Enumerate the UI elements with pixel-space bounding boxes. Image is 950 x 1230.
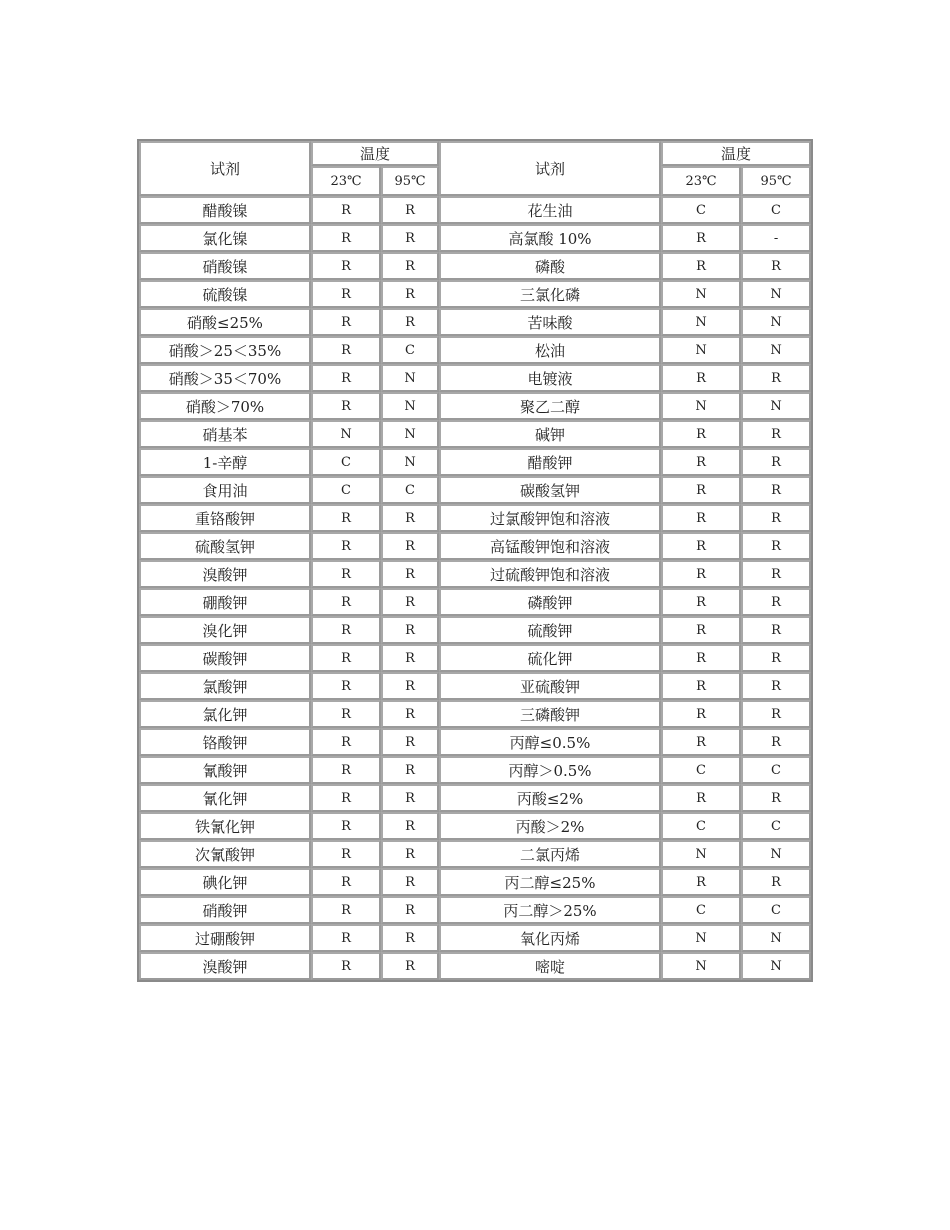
value-95c-right: R (741, 448, 811, 476)
value-95c-right: R (741, 588, 811, 616)
value-23c-right: N (661, 392, 741, 420)
value-95c-left: R (381, 224, 439, 252)
chemical-resistance-table (139, 141, 811, 980)
value-23c-left: R (311, 756, 381, 784)
reagent-name-left: 氰化钾 (139, 784, 311, 812)
value-95c-left: R (381, 504, 439, 532)
table-row (139, 756, 811, 784)
reagent-name-right: 丙酸≤2% (439, 784, 661, 812)
chemical-resistance-table-frame (137, 139, 813, 982)
reagent-name-left: 硝酸＞35＜70% (139, 364, 311, 392)
reagent-name-left: 次氰酸钾 (139, 840, 311, 868)
reagent-name-right: 磷酸钾 (439, 588, 661, 616)
value-95c-right: R (741, 644, 811, 672)
value-23c-right: R (661, 588, 741, 616)
header-23c-right: 23℃ (661, 166, 741, 196)
header-row-top (139, 141, 811, 166)
table-row (139, 364, 811, 392)
value-95c-left: R (381, 644, 439, 672)
value-23c-right: R (661, 672, 741, 700)
reagent-name-left: 硝酸＞70% (139, 392, 311, 420)
value-23c-left: R (311, 588, 381, 616)
value-23c-right: N (661, 924, 741, 952)
value-95c-left: R (381, 952, 439, 980)
value-23c-left: R (311, 280, 381, 308)
value-23c-left: R (311, 560, 381, 588)
value-23c-left: R (311, 700, 381, 728)
value-23c-left: R (311, 504, 381, 532)
value-23c-left: R (311, 644, 381, 672)
reagent-name-left: 溴化钾 (139, 616, 311, 644)
reagent-name-right: 苦味酸 (439, 308, 661, 336)
value-95c-left: N (381, 420, 439, 448)
reagent-name-right: 花生油 (439, 196, 661, 224)
reagent-name-left: 铁氰化钾 (139, 812, 311, 840)
reagent-name-right: 三磷酸钾 (439, 700, 661, 728)
value-95c-left: R (381, 252, 439, 280)
reagent-name-right: 高锰酸钾饱和溶液 (439, 532, 661, 560)
value-23c-right: C (661, 896, 741, 924)
value-95c-left: R (381, 196, 439, 224)
value-95c-left: R (381, 588, 439, 616)
value-95c-left: R (381, 812, 439, 840)
value-95c-left: R (381, 728, 439, 756)
header-reagent-right: 试剂 (439, 141, 661, 196)
reagent-name-right: 聚乙二醇 (439, 392, 661, 420)
table-row (139, 924, 811, 952)
value-23c-right: R (661, 364, 741, 392)
value-95c-right: C (741, 196, 811, 224)
reagent-name-right: 丙二醇≤25% (439, 868, 661, 896)
value-95c-right: N (741, 924, 811, 952)
reagent-name-left: 食用油 (139, 476, 311, 504)
reagent-name-right: 过硫酸钾饱和溶液 (439, 560, 661, 588)
value-23c-right: R (661, 504, 741, 532)
reagent-name-right: 丙醇≤0.5% (439, 728, 661, 756)
value-23c-left: R (311, 336, 381, 364)
reagent-name-right: 醋酸钾 (439, 448, 661, 476)
value-95c-right: R (741, 784, 811, 812)
reagent-name-left: 氯酸钾 (139, 672, 311, 700)
table-row (139, 644, 811, 672)
value-95c-left: R (381, 756, 439, 784)
reagent-name-left: 1-辛醇 (139, 448, 311, 476)
value-95c-right: R (741, 560, 811, 588)
value-95c-left: R (381, 840, 439, 868)
table-header (139, 141, 811, 196)
value-23c-right: R (661, 868, 741, 896)
reagent-name-right: 嘧啶 (439, 952, 661, 980)
reagent-name-right: 碳酸氢钾 (439, 476, 661, 504)
value-23c-left: R (311, 392, 381, 420)
value-95c-left: C (381, 336, 439, 364)
value-95c-right: N (741, 308, 811, 336)
reagent-name-right: 电镀液 (439, 364, 661, 392)
reagent-name-left: 过硼酸钾 (139, 924, 311, 952)
reagent-name-right: 丙二醇＞25% (439, 896, 661, 924)
value-23c-right: R (661, 448, 741, 476)
table-row (139, 840, 811, 868)
value-23c-left: R (311, 952, 381, 980)
value-23c-right: N (661, 840, 741, 868)
value-95c-left: R (381, 896, 439, 924)
value-95c-left: R (381, 868, 439, 896)
table-row (139, 560, 811, 588)
reagent-name-right: 高氯酸 10% (439, 224, 661, 252)
reagent-name-left: 氯化钾 (139, 700, 311, 728)
reagent-name-right: 亚硫酸钾 (439, 672, 661, 700)
value-23c-left: R (311, 784, 381, 812)
reagent-name-left: 碘化钾 (139, 868, 311, 896)
header-reagent-left: 试剂 (139, 141, 311, 196)
reagent-name-right: 过氯酸钾饱和溶液 (439, 504, 661, 532)
table-row (139, 616, 811, 644)
value-95c-left: C (381, 476, 439, 504)
value-23c-left: C (311, 448, 381, 476)
reagent-name-right: 丙酸＞2% (439, 812, 661, 840)
value-95c-right: R (741, 672, 811, 700)
table-row (139, 504, 811, 532)
table-row (139, 532, 811, 560)
reagent-name-left: 铬酸钾 (139, 728, 311, 756)
table-row (139, 952, 811, 980)
value-23c-left: R (311, 532, 381, 560)
value-95c-right: R (741, 504, 811, 532)
table-body (139, 196, 811, 980)
value-95c-left: R (381, 308, 439, 336)
value-23c-left: C (311, 476, 381, 504)
value-95c-right: R (741, 868, 811, 896)
value-95c-left: R (381, 924, 439, 952)
reagent-name-left: 硝酸镍 (139, 252, 311, 280)
table-row (139, 336, 811, 364)
value-95c-left: R (381, 532, 439, 560)
value-95c-right: - (741, 224, 811, 252)
value-23c-left: R (311, 252, 381, 280)
reagent-name-left: 溴酸钾 (139, 560, 311, 588)
value-95c-right: R (741, 476, 811, 504)
reagent-name-left: 硝酸＞25＜35% (139, 336, 311, 364)
value-23c-left: R (311, 812, 381, 840)
value-23c-left: R (311, 896, 381, 924)
value-95c-left: R (381, 280, 439, 308)
reagent-name-right: 碱钾 (439, 420, 661, 448)
value-95c-left: R (381, 616, 439, 644)
value-95c-left: N (381, 448, 439, 476)
value-95c-right: C (741, 896, 811, 924)
value-23c-right: N (661, 336, 741, 364)
reagent-name-right: 二氯丙烯 (439, 840, 661, 868)
table-row (139, 728, 811, 756)
value-23c-left: R (311, 840, 381, 868)
header-95c-right: 95℃ (741, 166, 811, 196)
table-row (139, 420, 811, 448)
value-23c-left: R (311, 196, 381, 224)
value-23c-right: N (661, 952, 741, 980)
value-95c-left: R (381, 672, 439, 700)
value-23c-left: R (311, 728, 381, 756)
reagent-name-right: 三氯化磷 (439, 280, 661, 308)
reagent-name-right: 磷酸 (439, 252, 661, 280)
value-95c-right: R (741, 420, 811, 448)
table-row (139, 224, 811, 252)
value-95c-right: N (741, 392, 811, 420)
table-row (139, 476, 811, 504)
value-23c-right: R (661, 616, 741, 644)
table-row (139, 588, 811, 616)
value-23c-left: N (311, 420, 381, 448)
table-row (139, 196, 811, 224)
header-temperature-right: 温度 (661, 141, 811, 166)
table-row (139, 392, 811, 420)
reagent-name-left: 硫酸氢钾 (139, 532, 311, 560)
reagent-name-left: 重铬酸钾 (139, 504, 311, 532)
value-95c-right: N (741, 952, 811, 980)
reagent-name-right: 硫化钾 (439, 644, 661, 672)
value-23c-left: R (311, 924, 381, 952)
value-95c-right: R (741, 700, 811, 728)
value-23c-right: N (661, 308, 741, 336)
reagent-name-right: 硫酸钾 (439, 616, 661, 644)
reagent-name-left: 溴酸钾 (139, 952, 311, 980)
value-23c-right: R (661, 252, 741, 280)
reagent-name-right: 氧化丙烯 (439, 924, 661, 952)
reagent-name-right: 松油 (439, 336, 661, 364)
value-95c-right: R (741, 616, 811, 644)
reagent-name-left: 氰酸钾 (139, 756, 311, 784)
header-temperature-left: 温度 (311, 141, 439, 166)
value-95c-right: C (741, 756, 811, 784)
reagent-name-right: 丙醇＞0.5% (439, 756, 661, 784)
value-23c-left: R (311, 868, 381, 896)
reagent-name-left: 硼酸钾 (139, 588, 311, 616)
value-95c-left: R (381, 700, 439, 728)
value-23c-right: R (661, 476, 741, 504)
value-23c-right: C (661, 196, 741, 224)
value-23c-left: R (311, 364, 381, 392)
value-23c-right: C (661, 756, 741, 784)
header-95c-left: 95℃ (381, 166, 439, 196)
value-95c-left: N (381, 392, 439, 420)
header-23c-left: 23℃ (311, 166, 381, 196)
value-95c-left: R (381, 784, 439, 812)
value-23c-right: R (661, 532, 741, 560)
reagent-name-left: 碳酸钾 (139, 644, 311, 672)
table-row (139, 812, 811, 840)
table-row (139, 868, 811, 896)
table-row (139, 700, 811, 728)
value-23c-right: C (661, 812, 741, 840)
value-23c-right: R (661, 644, 741, 672)
value-95c-right: R (741, 532, 811, 560)
value-95c-right: N (741, 840, 811, 868)
value-23c-left: R (311, 308, 381, 336)
table-row (139, 896, 811, 924)
table-row (139, 252, 811, 280)
reagent-name-left: 醋酸镍 (139, 196, 311, 224)
value-95c-right: C (741, 812, 811, 840)
value-23c-right: R (661, 420, 741, 448)
value-23c-right: N (661, 280, 741, 308)
value-95c-right: N (741, 280, 811, 308)
reagent-name-left: 硫酸镍 (139, 280, 311, 308)
value-95c-right: R (741, 252, 811, 280)
table-row (139, 784, 811, 812)
table-row (139, 280, 811, 308)
value-95c-right: R (741, 728, 811, 756)
value-23c-left: R (311, 672, 381, 700)
reagent-name-left: 硝基苯 (139, 420, 311, 448)
value-95c-left: R (381, 560, 439, 588)
value-23c-right: R (661, 700, 741, 728)
value-23c-left: R (311, 616, 381, 644)
table-row (139, 448, 811, 476)
value-23c-right: R (661, 728, 741, 756)
value-95c-right: R (741, 364, 811, 392)
value-23c-right: R (661, 784, 741, 812)
value-23c-right: R (661, 560, 741, 588)
value-23c-left: R (311, 224, 381, 252)
reagent-name-left: 氯化镍 (139, 224, 311, 252)
reagent-name-left: 硝酸≤25% (139, 308, 311, 336)
value-95c-left: N (381, 364, 439, 392)
table-row (139, 672, 811, 700)
value-23c-right: R (661, 224, 741, 252)
table-row (139, 308, 811, 336)
reagent-name-left: 硝酸钾 (139, 896, 311, 924)
value-95c-right: N (741, 336, 811, 364)
